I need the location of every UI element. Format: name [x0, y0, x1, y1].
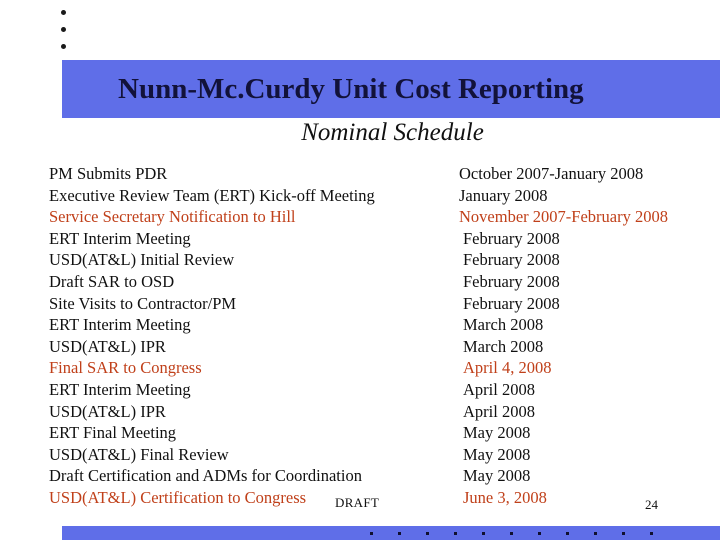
schedule-event: USD(AT&L) IPR — [49, 401, 166, 421]
schedule-date: February 2008 — [463, 228, 560, 248]
footer-tick — [370, 532, 373, 535]
schedule-event: ERT Final Meeting — [49, 423, 177, 443]
schedule-date: March 2008 — [463, 315, 544, 335]
footer-tick — [482, 532, 485, 535]
schedule-date: February 2008 — [463, 250, 560, 270]
decor-dot-3 — [61, 44, 66, 49]
schedule-event: Site Visits to Contractor/PM — [49, 293, 237, 313]
draft-label: DRAFT — [335, 495, 380, 510]
schedule-date: October 2007-January 2008 — [459, 164, 644, 183]
footer-tick — [594, 532, 597, 535]
schedule-date: April 2008 — [463, 401, 535, 421]
schedule-event: USD(AT&L) IPR — [49, 336, 166, 356]
footer-tick — [566, 532, 569, 535]
schedule-event: ERT Interim Meeting — [49, 315, 191, 335]
footer-tick — [398, 532, 401, 535]
schedule-date: April 4, 2008 — [463, 358, 552, 378]
page-number: 24 — [645, 497, 658, 512]
schedule-date: January 2008 — [459, 185, 548, 205]
slide-title: Nunn-Mc.Curdy Unit Cost Reporting — [118, 73, 584, 105]
decor-dot-2 — [61, 27, 66, 32]
schedule-event: ERT Interim Meeting — [49, 379, 191, 399]
footer-tick — [538, 532, 541, 535]
schedule-date: March 2008 — [463, 336, 544, 356]
decor-dot-1 — [61, 10, 66, 15]
schedule-date: May 2008 — [463, 444, 531, 464]
schedule-date: November 2007-February 2008 — [459, 207, 668, 227]
schedule-date: April 2008 — [463, 379, 535, 399]
schedule-date: May 2008 — [463, 466, 531, 486]
schedule-event: Executive Review Team (ERT) Kick-off Meeting — [49, 185, 375, 205]
footer-tick — [454, 532, 457, 535]
schedule-event: USD(AT&L) Final Review — [49, 444, 229, 464]
schedule-event: PM Submits PDR — [49, 164, 168, 183]
schedule-dates-list — [459, 163, 668, 509]
footer-tick — [510, 532, 513, 535]
footer-tick — [426, 532, 429, 535]
schedule-event: USD(AT&L) Certification to Congress — [49, 487, 307, 507]
schedule-event: USD(AT&L) Initial Review — [49, 250, 235, 270]
footer-tick — [622, 532, 625, 535]
schedule-event: Final SAR to Congress — [49, 358, 202, 378]
slide-subtitle: Nominal Schedule — [301, 119, 484, 146]
schedule-event: ERT Interim Meeting — [49, 228, 191, 248]
footer-tick — [650, 532, 653, 535]
schedule-event: Service Secretary Notification to Hill — [49, 207, 296, 227]
schedule-events-list — [49, 163, 375, 509]
schedule-event: Draft Certification and ADMs for Coordination — [49, 466, 362, 486]
schedule-date: June 3, 2008 — [463, 487, 547, 507]
schedule-date: February 2008 — [463, 271, 560, 291]
schedule-event: Draft SAR to OSD — [49, 271, 175, 291]
schedule-date: May 2008 — [463, 423, 531, 443]
schedule-date: February 2008 — [463, 293, 560, 313]
